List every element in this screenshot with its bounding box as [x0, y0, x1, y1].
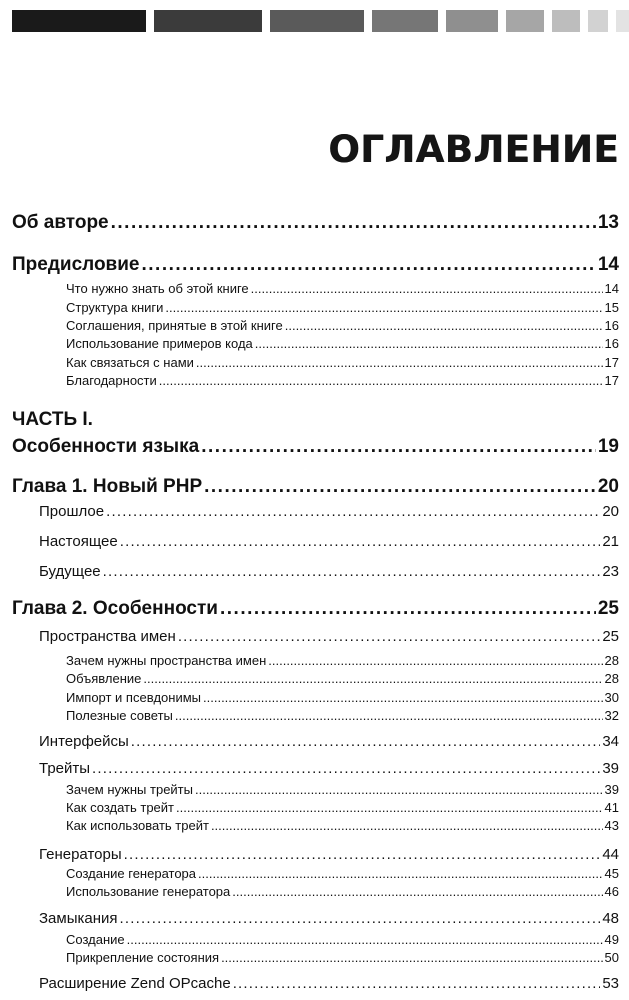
toc-entry-page: 17	[604, 355, 619, 370]
toc-section[interactable]	[39, 533, 619, 550]
leader-dots	[196, 355, 603, 370]
leader-dots	[165, 300, 602, 315]
header-decoration-bars	[12, 10, 629, 32]
toc-subentry[interactable]	[66, 782, 619, 797]
toc-subentry[interactable]	[66, 866, 619, 881]
toc-subentry[interactable]	[66, 884, 619, 899]
leader-dots	[127, 932, 603, 947]
leader-dots	[204, 476, 596, 498]
toc-entry-label: Замыкания	[39, 910, 118, 927]
toc-entry-page: 20	[597, 476, 619, 497]
toc-entry-page: 21	[602, 533, 619, 550]
header-bar	[616, 10, 629, 32]
toc-entry-page: 45	[604, 866, 619, 881]
toc-entry-label: Как связаться с нами	[66, 355, 194, 370]
toc-entry-page: 23	[602, 563, 619, 580]
toc-subentry[interactable]	[66, 818, 619, 833]
toc-entry-page: 44	[602, 846, 619, 863]
leader-dots	[143, 671, 602, 686]
toc-entry-chapter1[interactable]	[12, 476, 619, 498]
toc-entry-page: 46	[604, 884, 619, 899]
toc-subentry[interactable]	[66, 671, 619, 686]
toc-subentry[interactable]	[66, 300, 619, 315]
toc-section[interactable]	[39, 910, 619, 927]
toc-subentry[interactable]	[66, 355, 619, 370]
toc-entry-page: 41	[604, 800, 619, 815]
toc-subentry[interactable]	[66, 336, 619, 351]
toc-entry-label: Соглашения, принятые в этой книге	[66, 318, 283, 333]
header-bar	[552, 10, 580, 32]
toc-entry-page: 30	[604, 690, 619, 705]
toc-entry-label: Полезные советы	[66, 708, 173, 723]
leader-dots	[111, 212, 596, 234]
toc-entry-page: 14	[597, 254, 619, 275]
toc-entry-page: 25	[602, 628, 619, 645]
header-bar	[506, 10, 544, 32]
toc-entry-page: 14	[604, 281, 619, 296]
toc-entry-page: 39	[604, 782, 619, 797]
header-bar	[372, 10, 438, 32]
toc-entry-label: Объявление	[66, 671, 142, 686]
leader-dots	[175, 708, 603, 723]
toc-entry-label: Использование примеров кода	[66, 336, 253, 351]
toc-section[interactable]	[39, 563, 619, 580]
toc-subentry[interactable]	[66, 708, 619, 723]
leader-dots	[103, 563, 601, 580]
leader-dots	[211, 818, 603, 833]
leader-dots	[251, 281, 603, 296]
toc-entry-label: Как использовать трейт	[66, 818, 209, 833]
toc-entry-part1[interactable]	[12, 436, 619, 458]
header-bar	[12, 10, 146, 32]
toc-subentry[interactable]	[66, 932, 619, 947]
toc-subentry[interactable]	[66, 690, 619, 705]
toc-section[interactable]	[39, 503, 619, 520]
header-bar	[270, 10, 364, 32]
leader-dots	[131, 733, 601, 750]
part-heading: ЧАСТЬ I.	[12, 409, 93, 430]
toc-entry-label: Зачем нужны пространства имен	[66, 653, 267, 668]
toc-entry-page: 19	[597, 436, 619, 457]
toc-entry-page: 20	[602, 503, 619, 520]
leader-dots	[233, 975, 601, 992]
header-bar	[154, 10, 262, 32]
leader-dots	[124, 846, 601, 863]
leader-dots	[195, 782, 603, 797]
toc-section[interactable]	[39, 733, 619, 750]
leader-dots	[106, 503, 600, 520]
toc-entry-page: 28	[604, 653, 619, 668]
toc-entry-preface[interactable]	[12, 254, 619, 276]
toc-entry-label: Использование генератора	[66, 884, 231, 899]
toc-entry-page: 17	[604, 373, 619, 388]
leader-dots	[142, 254, 596, 276]
toc-entry-page: 53	[602, 975, 619, 992]
toc-subentry[interactable]	[66, 318, 619, 333]
toc-entry-label: Предисловие	[12, 254, 140, 275]
toc-entry-label: Зачем нужны трейты	[66, 782, 193, 797]
toc-entry-label: Что нужно знать об этой книге	[66, 281, 249, 296]
header-bar	[588, 10, 608, 32]
toc-entry-label: Глава 1. Новый PHP	[12, 476, 203, 497]
toc-entry-label: Импорт и псевдонимы	[66, 690, 202, 705]
toc-entry-page: 15	[604, 300, 619, 315]
toc-entry-page: 50	[604, 950, 619, 965]
toc-entry-label: Об авторе	[12, 212, 109, 233]
toc-subentry[interactable]	[66, 653, 619, 668]
toc-entry-label: Особенности языка	[12, 436, 200, 457]
toc-entry-label: Создание генератора	[66, 866, 197, 881]
toc-subentry[interactable]	[66, 950, 619, 965]
toc-entry-label: Благодарности	[66, 373, 157, 388]
toc-entry-label: Интерфейсы	[39, 733, 129, 750]
toc-subentry[interactable]	[66, 800, 619, 815]
toc-entry-page: 16	[604, 318, 619, 333]
leader-dots	[232, 884, 602, 899]
leader-dots	[268, 653, 602, 668]
toc-entry-page: 13	[597, 212, 619, 233]
toc-entry-label: Структура книги	[66, 300, 164, 315]
toc-entry-page: 28	[604, 671, 619, 686]
leader-dots	[159, 373, 603, 388]
leader-dots	[120, 533, 601, 550]
leader-dots	[285, 318, 603, 333]
toc-entry-label: Пространства имен	[39, 628, 176, 645]
toc-entry-chapter2[interactable]	[12, 598, 619, 620]
toc-entry-page: 39	[602, 760, 619, 777]
toc-entry-page: 43	[604, 818, 619, 833]
toc-entry-label: Как создать трейт	[66, 800, 175, 815]
leader-dots	[220, 598, 596, 620]
toc-entry-page: 25	[597, 598, 619, 619]
toc-section[interactable]	[39, 760, 619, 777]
toc-entry-page: 49	[604, 932, 619, 947]
toc-entry-label: Будущее	[39, 563, 101, 580]
toc-entry-label: Генераторы	[39, 846, 122, 863]
toc-subentry[interactable]	[66, 281, 619, 296]
toc-entry-label: Расширение Zend OPcache	[39, 975, 231, 992]
toc-subentry[interactable]	[66, 373, 619, 388]
toc-entry-page: 48	[602, 910, 619, 927]
leader-dots	[178, 628, 601, 645]
leader-dots	[92, 760, 600, 777]
toc-section[interactable]	[39, 846, 619, 863]
toc-entry-page: 16	[604, 336, 619, 351]
leader-dots	[203, 690, 603, 705]
header-bar	[446, 10, 498, 32]
toc-entry-label: Трейты	[39, 760, 91, 777]
toc-entry-label: Настоящее	[39, 533, 118, 550]
page-title: ОГЛАВЛЕНИЕ	[328, 128, 619, 171]
leader-dots	[201, 436, 596, 458]
toc-entry-label: Создание	[66, 932, 125, 947]
leader-dots	[120, 910, 601, 927]
toc-section[interactable]	[39, 975, 619, 992]
toc-entry-about-author[interactable]	[12, 212, 619, 234]
toc-entry-label: Прикрепление состояния	[66, 950, 220, 965]
toc-entry-page: 34	[602, 733, 619, 750]
leader-dots	[255, 336, 603, 351]
leader-dots	[176, 800, 603, 815]
leader-dots	[221, 950, 602, 965]
leader-dots	[198, 866, 603, 881]
toc-entry-page: 32	[604, 708, 619, 723]
toc-section[interactable]	[39, 628, 619, 645]
toc-entry-label: Прошлое	[39, 503, 105, 520]
toc-entry-label: Глава 2. Особенности	[12, 598, 218, 619]
